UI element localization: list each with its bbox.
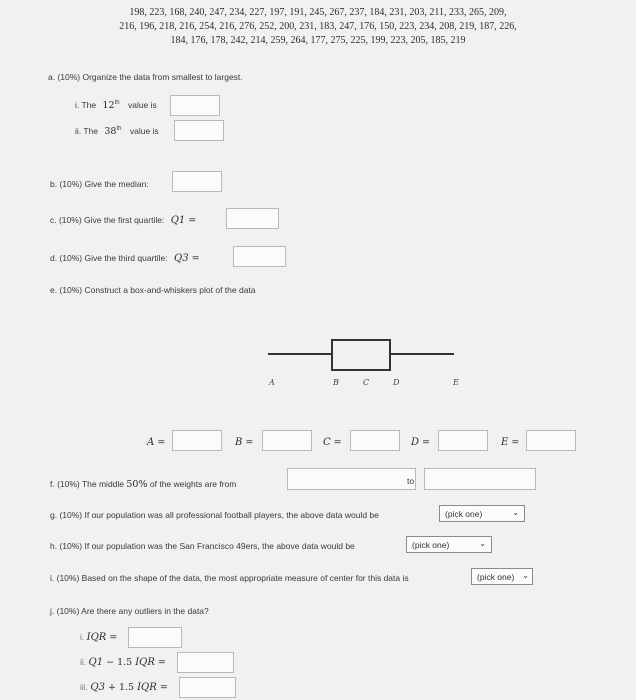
a-i-sup: th [114,100,120,107]
c-input[interactable] [350,430,400,451]
c-text: c. (10%) Give the first quartile: [50,215,165,225]
d-text: d. (10%) Give the third quartile: [50,253,168,263]
a-ii-sup: th [116,126,122,133]
a-ii-prefix: ii. The [75,126,98,136]
question-a: a. (10%) Organize the data from smallest to largest. [48,72,243,82]
a-ii-num: 38 [104,126,117,137]
g-select[interactable] [439,505,525,522]
iqr-input[interactable] [128,627,182,648]
lower-fence-input[interactable] [177,652,234,673]
axis-label-c: C [363,378,370,387]
chevron-down-icon: ⌄ [512,508,519,517]
axis-label-e: E [453,378,459,387]
data-line-3: 184, 176, 178, 242, 214, 259, 264, 177, 275, 225, 199, 223, 205, 185, 219 [170,35,466,46]
chevron-down-icon: ⌄ [479,539,486,548]
f-text-pre: f. (10%) The middle [50,479,127,489]
a-ii-suffix: value is [129,126,159,136]
f-text-post: of the weights are from [147,479,237,489]
g-select-value: (pick one) [445,509,483,519]
answer-label-e: E = [501,437,520,448]
f-to-label: to [407,476,415,486]
axis-label-d: D [393,378,400,387]
upper-fence-input[interactable] [179,677,236,698]
question-h: h. (10%) If our population was the San Francisco 49ers, the above data would be [50,541,355,551]
question-j: j. (10%) Are there any outliers in the data? [50,606,209,616]
i-select-value: (pick one) [477,572,515,582]
a-i-prefix: i. The [75,100,97,110]
box-rect [332,340,390,370]
h-select[interactable] [406,536,492,553]
answer-label-d: D = [411,437,431,448]
a-i-num: 12 [102,100,115,111]
d-var: Q3 [174,253,189,264]
answer-label-a: A = [147,437,166,448]
chevron-down-icon: ⌄ [522,571,529,580]
j-iii-label: iii. Q3 + 1.5 IQR = [80,682,168,693]
f-to-input[interactable] [424,468,536,490]
question-b: b. (10%) Give the median: [50,179,149,189]
axis-label-a: A [269,378,275,387]
h-select-value: (pick one) [412,540,450,550]
i-select[interactable] [471,568,533,585]
answer-label-b: B = [235,437,254,448]
d-input[interactable] [438,430,488,451]
question-f [50,479,236,490]
j-i-label: i. IQR = [80,632,118,643]
f-from-input[interactable] [287,468,416,490]
question-e: e. (10%) Construct a box-and-whiskers plot of the data [50,285,256,295]
d-eq: = [188,253,200,264]
data-line-2: 216, 196, 218, 216, 254, 216, 276, 252, 200, 231, 183, 247, 176, 150, 223, 234, 208, 219, 187, 226, [119,21,517,32]
question-i: i. (10%) Based on the shape of the data, the most appropriate measure of center for this data is [50,573,409,583]
question-g: g. (10%) If our population was all professional football players, the above data would be [50,510,379,520]
a-input[interactable] [172,430,222,451]
c-eq: = [185,215,197,226]
axis-label-b: B [333,378,339,387]
b-input[interactable] [262,430,312,451]
f-pct: 50% [126,479,148,490]
a-i-suffix: value is [127,100,157,110]
e-input[interactable] [526,430,576,451]
j-ii-label: ii. Q1 − 1.5 IQR = [80,657,166,668]
c-var: Q1 [170,215,186,226]
data-line-1: 198, 223, 168, 240, 247, 234, 227, 197, 191, 245, 267, 237, 184, 231, 203, 211, 233, 265, 209, [129,7,507,18]
answer-label-c: C = [323,437,342,448]
